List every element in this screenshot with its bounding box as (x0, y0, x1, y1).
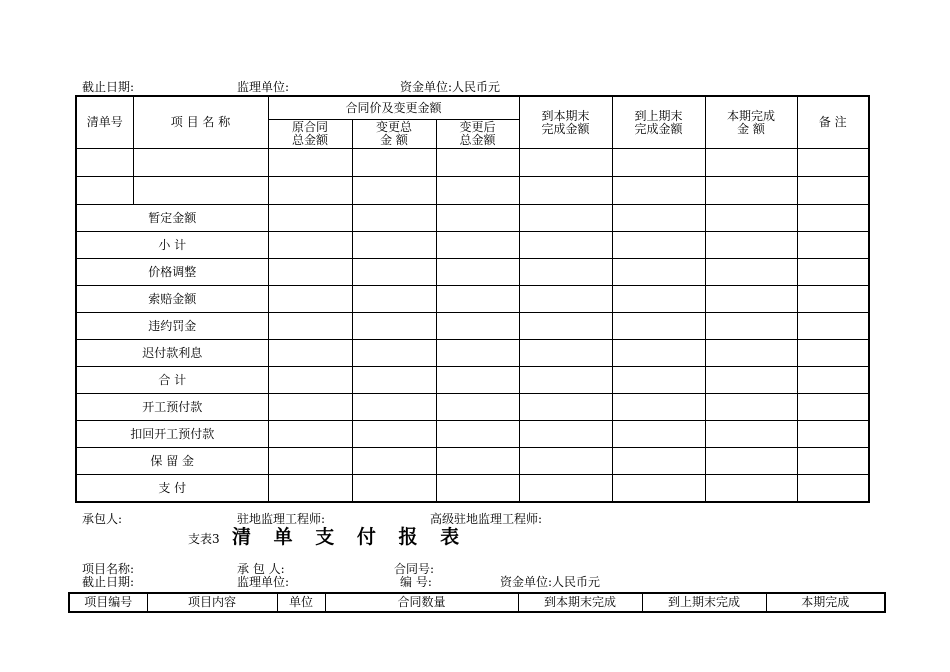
row-label: 暂定金额 (76, 205, 268, 232)
header-contract-quantity: 合同数量 (325, 593, 518, 612)
currency-unit-label-2: 资金单位:人民币元 (500, 575, 601, 589)
header-after-change-total: 变更后 总金额 (436, 120, 519, 149)
row-label: 开工预付款 (76, 394, 268, 421)
header-unit: 单位 (277, 593, 325, 612)
summary-payment-table (75, 95, 870, 503)
table-row (76, 205, 869, 232)
header-item-name: 项 目 名 称 (133, 96, 268, 149)
row-label: 违约罚金 (76, 313, 268, 340)
project-name-label: 项目名称: (82, 562, 135, 576)
header-to-this-period: 到本期末 完成金额 (519, 96, 612, 149)
contractor-signature-label: 承包人: (82, 512, 123, 526)
cutoff-date-label: 截止日期: (82, 80, 135, 94)
header-to-this-period-completed: 到本期末完成 (518, 593, 642, 612)
row-label: 价格调整 (76, 259, 268, 286)
header-item-no: 清单号 (76, 96, 133, 149)
table-row (76, 448, 869, 475)
page-title: 清 单 支 付 报 表 (232, 526, 468, 548)
cutoff-date-label-2: 截止日期: (82, 575, 135, 589)
table-row (76, 394, 869, 421)
header-this-period: 本期完成 金 额 (705, 96, 797, 149)
number-label: 编 号: (400, 575, 432, 589)
table-row (76, 259, 869, 286)
header-to-last-period: 到上期末 完成金额 (612, 96, 705, 149)
form-number: 支表3 (188, 532, 220, 546)
table-row (76, 177, 869, 205)
header-contract-price-group: 合同价及变更金额 (268, 96, 519, 120)
row-label: 迟付款利息 (76, 340, 268, 367)
resident-engineer-signature-label: 驻地监理工程师: (237, 512, 326, 526)
supervisor-unit-label-2: 监理单位: (237, 575, 290, 589)
row-label: 合 计 (76, 367, 268, 394)
table-row (76, 475, 869, 503)
row-label: 支 付 (76, 475, 268, 503)
header-to-last-period-completed: 到上期末完成 (642, 593, 766, 612)
contract-no-label: 合同号: (394, 562, 435, 576)
table-row (76, 367, 869, 394)
supervisor-unit-label: 监理单位: (237, 80, 290, 94)
table-row (76, 313, 869, 340)
table-row (76, 340, 869, 367)
currency-unit-label: 资金单位:人民币元 (400, 80, 501, 94)
row-label: 扣回开工预付款 (76, 421, 268, 448)
table-row (76, 149, 869, 177)
contractor-label: 承 包 人: (237, 562, 285, 576)
row-label: 索赔金额 (76, 286, 268, 313)
table-row (76, 232, 869, 259)
header-change-total: 变更总 金 额 (352, 120, 436, 149)
table-row (76, 286, 869, 313)
header-project-content: 项目内容 (147, 593, 277, 612)
header-remarks: 备 注 (797, 96, 869, 149)
header-original-total: 原合同 总金额 (268, 120, 352, 149)
senior-engineer-signature-label: 高级驻地监理工程师: (430, 512, 543, 526)
header-this-period-completed: 本期完成 (766, 593, 885, 612)
header-project-code: 项目编号 (69, 593, 147, 612)
row-label: 保 留 金 (76, 448, 268, 475)
table-row (76, 421, 869, 448)
row-label: 小 计 (76, 232, 268, 259)
bill-payment-table (68, 592, 886, 613)
